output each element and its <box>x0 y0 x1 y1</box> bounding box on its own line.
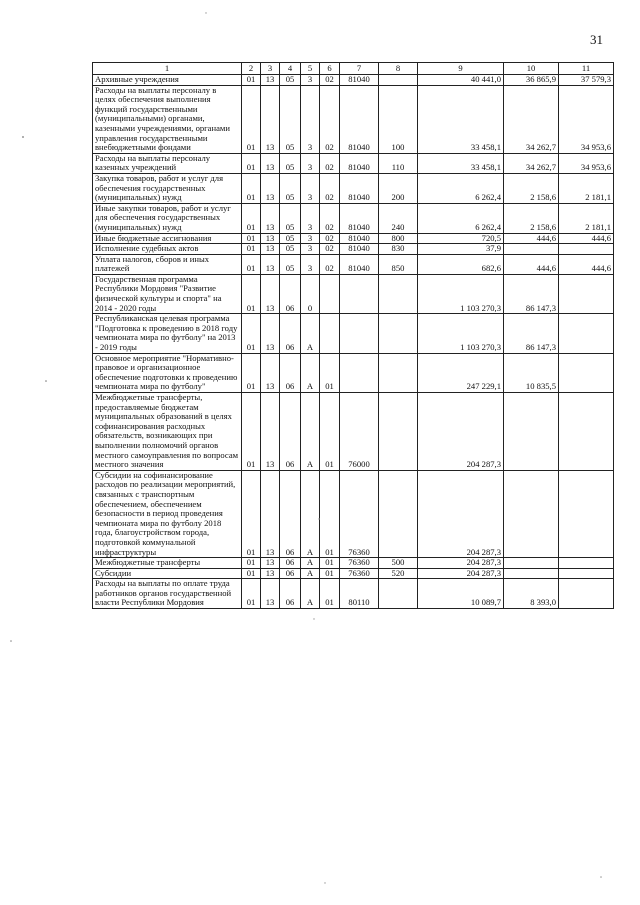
row-amount-v9: 33 458,1 <box>418 85 504 153</box>
row-code-c4: 05 <box>280 203 301 233</box>
row-code-c2: 01 <box>242 314 261 353</box>
row-amount-v9: 1 103 270,3 <box>418 274 504 313</box>
row-code-c8 <box>379 314 418 353</box>
row-code-c5: 3 <box>301 233 320 244</box>
row-code-c6: 01 <box>320 470 340 557</box>
row-amount-v11 <box>559 314 614 353</box>
row-code-c7: 80110 <box>340 579 379 609</box>
header-cell: 6 <box>320 63 340 75</box>
row-name: Межбюджетные трансферты, предоставляемые бюджетам муниципальных образований в целях софинансирования расходных обязательств, возникающих при выполнении полномочий органов местного самоуправления по вопросам местного значения <box>93 393 242 471</box>
row-name: Иные закупки товаров, работ и услуг для обеспечения государственных (муниципальных) нужд <box>93 203 242 233</box>
page-number: 31 <box>590 32 603 47</box>
row-code-c2: 01 <box>242 75 261 86</box>
row-amount-v11: 2 181,1 <box>559 173 614 203</box>
header-cell: 4 <box>280 63 301 75</box>
row-code-c3: 13 <box>261 568 280 579</box>
row-code-c7: 81040 <box>340 173 379 203</box>
header-cell: 5 <box>301 63 320 75</box>
row-name: Расходы на выплаты персоналу казенных учреждений <box>93 153 242 173</box>
row-code-c2: 01 <box>242 353 261 392</box>
row-amount-v10: 444,6 <box>504 233 559 244</box>
row-amount-v9: 10 089,7 <box>418 579 504 609</box>
row-code-c3: 13 <box>261 173 280 203</box>
row-amount-v11 <box>559 274 614 313</box>
row-code-c7: 81040 <box>340 233 379 244</box>
header-cell: 7 <box>340 63 379 75</box>
table-row <box>93 203 614 233</box>
row-name: Расходы на выплаты по оплате труда работников органов государственной власти Республики Мордовия <box>93 579 242 609</box>
row-name: Субсидии на софинансирование расходов по реализации мероприятий, связанных с транспортным обеспечением, обеспечением безопасности в период проведения чемпионата мира по футболу 2018 года, благоустройством города, подготовкой коммунальной инфраструктуры <box>93 470 242 557</box>
row-amount-v10: 10 835,5 <box>504 353 559 392</box>
row-code-c6 <box>320 314 340 353</box>
row-code-c2: 01 <box>242 470 261 557</box>
row-name: Архивные учреждения <box>93 75 242 86</box>
row-code-c3: 13 <box>261 153 280 173</box>
table-row <box>93 254 614 274</box>
row-code-c4: 05 <box>280 85 301 153</box>
table-row <box>93 568 614 579</box>
row-code-c8: 110 <box>379 153 418 173</box>
row-amount-v9: 6 262,4 <box>418 203 504 233</box>
row-amount-v9: 204 287,3 <box>418 568 504 579</box>
row-code-c5: 3 <box>301 85 320 153</box>
row-amount-v11: 2 181,1 <box>559 203 614 233</box>
row-code-c7 <box>340 314 379 353</box>
row-code-c3: 13 <box>261 314 280 353</box>
row-code-c2: 01 <box>242 173 261 203</box>
row-amount-v9: 204 287,3 <box>418 558 504 569</box>
row-code-c5: 3 <box>301 173 320 203</box>
row-code-c2: 01 <box>242 233 261 244</box>
row-code-c7 <box>340 274 379 313</box>
row-code-c4: 05 <box>280 75 301 86</box>
row-code-c7: 81040 <box>340 75 379 86</box>
row-amount-v10 <box>504 558 559 569</box>
row-code-c3: 13 <box>261 470 280 557</box>
row-code-c7: 76360 <box>340 558 379 569</box>
row-amount-v11: 444,6 <box>559 233 614 244</box>
row-code-c4: 06 <box>280 579 301 609</box>
header-cell: 9 <box>418 63 504 75</box>
row-amount-v10: 34 262,7 <box>504 85 559 153</box>
row-amount-v9: 33 458,1 <box>418 153 504 173</box>
row-amount-v9: 682,6 <box>418 254 504 274</box>
table-row <box>93 579 614 609</box>
table-row <box>93 173 614 203</box>
table-body <box>93 75 614 609</box>
row-amount-v11 <box>559 393 614 471</box>
row-code-c8: 800 <box>379 233 418 244</box>
row-code-c6: 01 <box>320 579 340 609</box>
row-code-c5: 3 <box>301 254 320 274</box>
row-code-c8 <box>379 274 418 313</box>
row-amount-v10: 86 147,3 <box>504 274 559 313</box>
row-code-c6: 02 <box>320 173 340 203</box>
row-amount-v11 <box>559 579 614 609</box>
row-code-c2: 01 <box>242 153 261 173</box>
table-row <box>93 314 614 353</box>
row-code-c8 <box>379 579 418 609</box>
row-code-c4: 06 <box>280 568 301 579</box>
row-code-c8: 500 <box>379 558 418 569</box>
row-name: Республиканская целевая программа "Подготовка к проведению в 2018 году чемпионата мира по футболу" на 2013 - 2019 годы <box>93 314 242 353</box>
row-amount-v9: 204 287,3 <box>418 470 504 557</box>
table-row <box>93 274 614 313</box>
row-amount-v11 <box>559 353 614 392</box>
header-cell: 11 <box>559 63 614 75</box>
header-cell: 8 <box>379 63 418 75</box>
header-cell: 2 <box>242 63 261 75</box>
row-name: Исполнение судебных актов <box>93 244 242 255</box>
row-code-c6: 02 <box>320 254 340 274</box>
row-code-c8: 100 <box>379 85 418 153</box>
row-code-c8 <box>379 353 418 392</box>
row-amount-v9: 204 287,3 <box>418 393 504 471</box>
table-row <box>93 153 614 173</box>
row-code-c7: 76000 <box>340 393 379 471</box>
row-name: Закупка товаров, работ и услуг для обеспечения государственных (муниципальных) нужд <box>93 173 242 203</box>
table-row <box>93 85 614 153</box>
row-code-c8: 830 <box>379 244 418 255</box>
row-code-c3: 13 <box>261 579 280 609</box>
header-cell: 3 <box>261 63 280 75</box>
row-amount-v10: 444,6 <box>504 254 559 274</box>
row-name: Основное мероприятие "Нормативно-правовое и организационное обеспечение подготовки к проведению чемпионата мира по футболу" <box>93 353 242 392</box>
row-amount-v10 <box>504 470 559 557</box>
row-name: Субсидии <box>93 568 242 579</box>
row-amount-v11: 37 579,3 <box>559 75 614 86</box>
table-row <box>93 244 614 255</box>
row-code-c6: 02 <box>320 85 340 153</box>
row-amount-v11: 444,6 <box>559 254 614 274</box>
row-code-c2: 01 <box>242 85 261 153</box>
row-amount-v10: 34 262,7 <box>504 153 559 173</box>
row-code-c4: 06 <box>280 314 301 353</box>
row-code-c4: 06 <box>280 470 301 557</box>
row-code-c5: 3 <box>301 244 320 255</box>
row-code-c6: 02 <box>320 75 340 86</box>
row-code-c6: 02 <box>320 233 340 244</box>
row-code-c4: 05 <box>280 153 301 173</box>
row-amount-v11 <box>559 558 614 569</box>
row-code-c8 <box>379 470 418 557</box>
row-code-c5: 3 <box>301 75 320 86</box>
row-name: Уплата налогов, сборов и иных платежей <box>93 254 242 274</box>
row-code-c7: 81040 <box>340 85 379 153</box>
row-code-c3: 13 <box>261 558 280 569</box>
row-code-c3: 13 <box>261 274 280 313</box>
row-amount-v9: 40 441,0 <box>418 75 504 86</box>
row-code-c2: 01 <box>242 203 261 233</box>
header-row <box>93 63 614 75</box>
row-code-c8: 240 <box>379 203 418 233</box>
row-code-c6: 01 <box>320 558 340 569</box>
row-code-c5: А <box>301 558 320 569</box>
row-code-c8: 200 <box>379 173 418 203</box>
row-amount-v11: 34 953,6 <box>559 85 614 153</box>
row-code-c2: 01 <box>242 393 261 471</box>
row-code-c6: 01 <box>320 353 340 392</box>
row-code-c5: А <box>301 393 320 471</box>
row-code-c3: 13 <box>261 244 280 255</box>
row-code-c8 <box>379 393 418 471</box>
row-code-c7: 81040 <box>340 153 379 173</box>
row-code-c5: 3 <box>301 203 320 233</box>
row-code-c3: 13 <box>261 85 280 153</box>
row-code-c4: 05 <box>280 173 301 203</box>
row-code-c3: 13 <box>261 353 280 392</box>
row-amount-v10 <box>504 568 559 579</box>
row-code-c4: 05 <box>280 244 301 255</box>
row-code-c5: А <box>301 353 320 392</box>
row-amount-v10: 36 865,9 <box>504 75 559 86</box>
row-amount-v9: 1 103 270,3 <box>418 314 504 353</box>
row-code-c6 <box>320 274 340 313</box>
row-code-c7: 81040 <box>340 254 379 274</box>
row-code-c8: 850 <box>379 254 418 274</box>
row-amount-v11 <box>559 244 614 255</box>
row-name: Иные бюджетные ассигнования <box>93 233 242 244</box>
row-amount-v10: 8 393,0 <box>504 579 559 609</box>
row-code-c5: А <box>301 314 320 353</box>
row-code-c4: 05 <box>280 233 301 244</box>
row-code-c6: 01 <box>320 393 340 471</box>
row-code-c7: 81040 <box>340 244 379 255</box>
row-code-c7 <box>340 353 379 392</box>
row-code-c8 <box>379 75 418 86</box>
row-code-c2: 01 <box>242 244 261 255</box>
row-amount-v10 <box>504 393 559 471</box>
row-amount-v11 <box>559 568 614 579</box>
row-amount-v11: 34 953,6 <box>559 153 614 173</box>
row-amount-v9: 6 262,4 <box>418 173 504 203</box>
row-code-c2: 01 <box>242 579 261 609</box>
row-code-c3: 13 <box>261 233 280 244</box>
table-row <box>93 233 614 244</box>
header-cell: 1 <box>93 63 242 75</box>
row-amount-v10: 2 158,6 <box>504 173 559 203</box>
row-amount-v9: 247 229,1 <box>418 353 504 392</box>
row-amount-v10 <box>504 244 559 255</box>
row-code-c6: 02 <box>320 203 340 233</box>
table-row <box>93 75 614 86</box>
row-code-c4: 05 <box>280 254 301 274</box>
row-code-c6: 02 <box>320 153 340 173</box>
row-code-c5: А <box>301 470 320 557</box>
row-code-c4: 06 <box>280 393 301 471</box>
row-code-c3: 13 <box>261 254 280 274</box>
row-code-c6: 02 <box>320 244 340 255</box>
row-amount-v10: 86 147,3 <box>504 314 559 353</box>
row-name: Расходы на выплаты персоналу в целях обеспечения выполнения функций государственными (муниципальными) органами, казенными учреждениями, органами управления государственными внебюджетными фондами <box>93 85 242 153</box>
row-name: Государственная программа Республики Мордовия "Развитие физической культуры и спорта" на 2014 - 2020 годы <box>93 274 242 313</box>
row-code-c2: 01 <box>242 558 261 569</box>
table-row <box>93 558 614 569</box>
table-row <box>93 353 614 392</box>
row-code-c2: 01 <box>242 254 261 274</box>
row-code-c6: 01 <box>320 568 340 579</box>
table-row <box>93 470 614 557</box>
row-amount-v9: 37,9 <box>418 244 504 255</box>
table-row <box>93 393 614 471</box>
row-code-c5: А <box>301 568 320 579</box>
row-code-c3: 13 <box>261 203 280 233</box>
row-code-c7: 76360 <box>340 470 379 557</box>
row-code-c7: 76360 <box>340 568 379 579</box>
row-code-c8: 520 <box>379 568 418 579</box>
row-name: Межбюджетные трансферты <box>93 558 242 569</box>
row-code-c4: 06 <box>280 274 301 313</box>
budget-table <box>92 62 614 609</box>
row-code-c5: 3 <box>301 153 320 173</box>
row-code-c5: 0 <box>301 274 320 313</box>
row-amount-v11 <box>559 470 614 557</box>
row-code-c7: 81040 <box>340 203 379 233</box>
row-code-c5: А <box>301 579 320 609</box>
row-code-c2: 01 <box>242 568 261 579</box>
row-amount-v9: 720,5 <box>418 233 504 244</box>
row-amount-v10: 2 158,6 <box>504 203 559 233</box>
header-cell: 10 <box>504 63 559 75</box>
row-code-c4: 06 <box>280 353 301 392</box>
row-code-c3: 13 <box>261 75 280 86</box>
row-code-c2: 01 <box>242 274 261 313</box>
row-code-c3: 13 <box>261 393 280 471</box>
row-code-c4: 06 <box>280 558 301 569</box>
